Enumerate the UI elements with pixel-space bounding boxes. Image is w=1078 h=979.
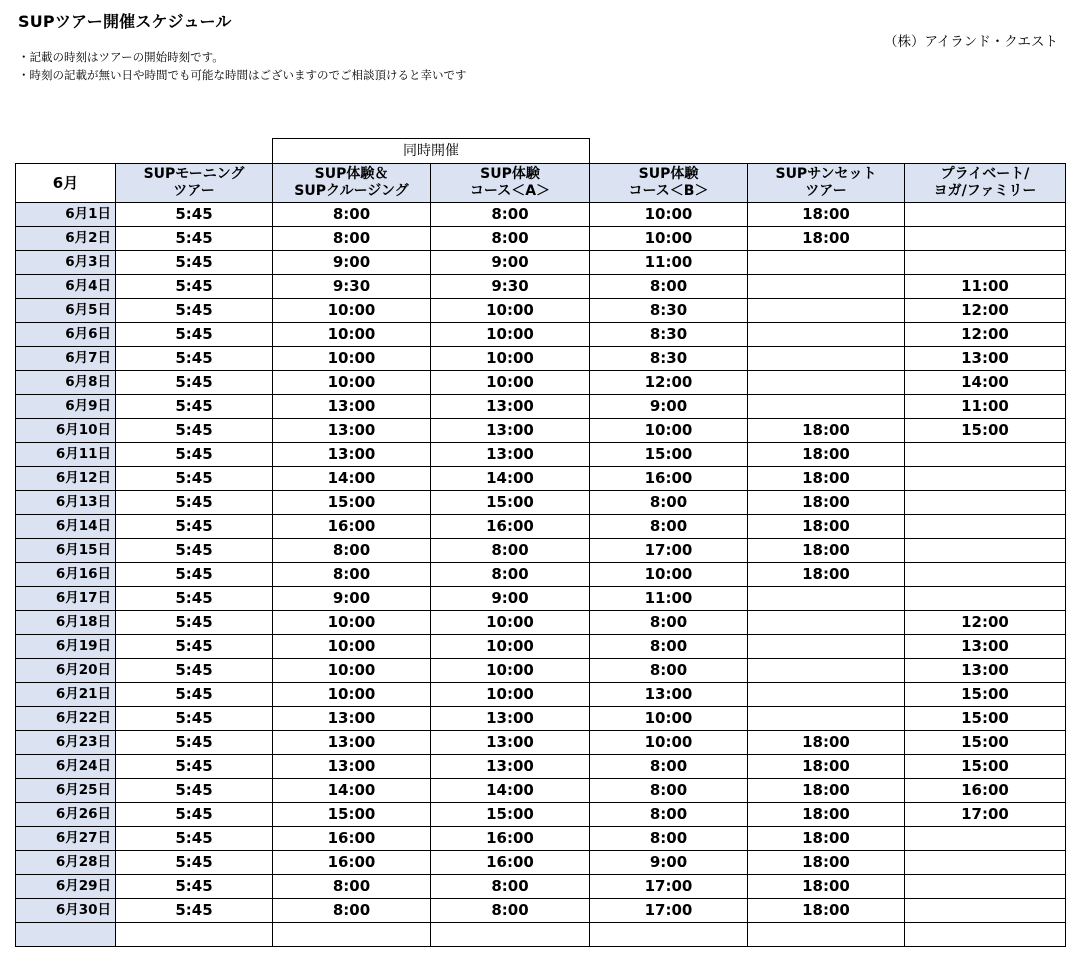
date-cell: 6月26日 <box>16 803 116 827</box>
simultaneous-group-label: 同時開催 <box>273 139 590 164</box>
time-cell-course-a: 16:00 <box>431 851 590 875</box>
table-row <box>16 539 1066 563</box>
time-cell-course-a: 13:00 <box>431 419 590 443</box>
time-cell-sunset: 18:00 <box>748 419 905 443</box>
time-cell-course-b: 11:00 <box>590 251 748 275</box>
time-cell-morning: 5:45 <box>116 683 273 707</box>
time-cell-course-a: 10:00 <box>431 371 590 395</box>
time-cell-private: 15:00 <box>905 683 1066 707</box>
time-cell-morning: 5:45 <box>116 251 273 275</box>
date-cell: 6月22日 <box>16 707 116 731</box>
time-cell-sunset <box>748 251 905 275</box>
time-cell-course-b: 8:00 <box>590 635 748 659</box>
col-header-line: ツアー <box>805 183 847 199</box>
time-cell-course-b: 10:00 <box>590 563 748 587</box>
time-cell-course-a: 16:00 <box>431 827 590 851</box>
time-cell-course-b: 9:00 <box>590 851 748 875</box>
empty-cell <box>116 923 273 947</box>
time-cell-course-a: 10:00 <box>431 683 590 707</box>
time-cell-course-a: 13:00 <box>431 731 590 755</box>
time-cell-course-a: 14:00 <box>431 467 590 491</box>
time-cell-sunset: 18:00 <box>748 851 905 875</box>
time-cell-private <box>905 827 1066 851</box>
table-row <box>16 323 1066 347</box>
time-cell-cruising: 8:00 <box>273 539 431 563</box>
time-cell-sunset <box>748 683 905 707</box>
empty-cell <box>431 923 590 947</box>
time-cell-cruising: 10:00 <box>273 299 431 323</box>
time-cell-cruising: 9:00 <box>273 587 431 611</box>
time-cell-course-a: 9:30 <box>431 275 590 299</box>
time-cell-morning: 5:45 <box>116 563 273 587</box>
time-cell-cruising: 13:00 <box>273 731 431 755</box>
time-cell-cruising: 15:00 <box>273 491 431 515</box>
time-cell-cruising: 10:00 <box>273 635 431 659</box>
time-cell-course-b: 10:00 <box>590 227 748 251</box>
time-cell-sunset: 18:00 <box>748 899 905 923</box>
time-cell-cruising: 13:00 <box>273 443 431 467</box>
time-cell-morning: 5:45 <box>116 827 273 851</box>
table-row <box>16 611 1066 635</box>
col-header-course-a <box>431 164 590 203</box>
time-cell-cruising: 15:00 <box>273 803 431 827</box>
time-cell-course-a: 10:00 <box>431 635 590 659</box>
time-cell-course-a: 8:00 <box>431 539 590 563</box>
col-header-line: SUP体験 <box>638 166 699 182</box>
time-cell-course-a: 10:00 <box>431 611 590 635</box>
time-cell-course-b: 15:00 <box>590 443 748 467</box>
table-row <box>16 371 1066 395</box>
time-cell-morning: 5:45 <box>116 611 273 635</box>
time-cell-morning: 5:45 <box>116 875 273 899</box>
time-cell-cruising: 14:00 <box>273 779 431 803</box>
time-cell-morning: 5:45 <box>116 371 273 395</box>
table-row <box>16 467 1066 491</box>
time-cell-course-b: 10:00 <box>590 419 748 443</box>
time-cell-course-b: 13:00 <box>590 683 748 707</box>
time-cell-course-b: 9:00 <box>590 395 748 419</box>
time-cell-sunset: 18:00 <box>748 779 905 803</box>
time-cell-sunset: 18:00 <box>748 539 905 563</box>
time-cell-private: 13:00 <box>905 659 1066 683</box>
time-cell-cruising: 13:00 <box>273 395 431 419</box>
date-cell: 6月4日 <box>16 275 116 299</box>
table-row <box>16 347 1066 371</box>
time-cell-course-b: 10:00 <box>590 731 748 755</box>
time-cell-private <box>905 587 1066 611</box>
date-cell: 6月10日 <box>16 419 116 443</box>
time-cell-private: 12:00 <box>905 323 1066 347</box>
time-cell-course-a: 9:00 <box>431 251 590 275</box>
col-header-morning <box>116 164 273 203</box>
date-cell: 6月28日 <box>16 851 116 875</box>
time-cell-course-a: 10:00 <box>431 299 590 323</box>
time-cell-cruising: 13:00 <box>273 419 431 443</box>
time-cell-morning: 5:45 <box>116 539 273 563</box>
table-row <box>16 443 1066 467</box>
table-row <box>16 731 1066 755</box>
time-cell-course-b: 8:30 <box>590 323 748 347</box>
time-cell-private <box>905 467 1066 491</box>
date-cell: 6月5日 <box>16 299 116 323</box>
date-cell: 6月29日 <box>16 875 116 899</box>
company-name: （株）アイランド・クエスト <box>883 34 1058 50</box>
time-cell-sunset <box>748 707 905 731</box>
date-cell: 6月8日 <box>16 371 116 395</box>
time-cell-course-a: 8:00 <box>431 227 590 251</box>
time-cell-sunset: 18:00 <box>748 731 905 755</box>
time-cell-course-a: 13:00 <box>431 443 590 467</box>
time-cell-course-a: 13:00 <box>431 707 590 731</box>
note-consultation: ・時刻の記載が無い日や時間でも可能な時間はございますのでご相談頂けると幸いです <box>18 68 467 82</box>
time-cell-sunset <box>748 371 905 395</box>
time-cell-sunset <box>748 347 905 371</box>
time-cell-course-a: 15:00 <box>431 803 590 827</box>
time-cell-sunset: 18:00 <box>748 563 905 587</box>
time-cell-cruising: 13:00 <box>273 707 431 731</box>
table-row <box>16 779 1066 803</box>
time-cell-cruising: 9:00 <box>273 251 431 275</box>
time-cell-private <box>905 875 1066 899</box>
time-cell-course-b: 8:00 <box>590 755 748 779</box>
col-header-line: プライベート/ <box>940 166 1030 182</box>
date-cell: 6月19日 <box>16 635 116 659</box>
time-cell-course-b: 8:30 <box>590 299 748 323</box>
time-cell-private <box>905 851 1066 875</box>
time-cell-morning: 5:45 <box>116 419 273 443</box>
empty-cell <box>16 923 116 947</box>
col-header-course-b <box>590 164 748 203</box>
time-cell-private <box>905 491 1066 515</box>
table-row <box>16 203 1066 227</box>
time-cell-private: 16:00 <box>905 779 1066 803</box>
time-cell-private: 13:00 <box>905 347 1066 371</box>
table-row <box>16 227 1066 251</box>
table-row <box>16 563 1066 587</box>
time-cell-morning: 5:45 <box>116 755 273 779</box>
time-cell-morning: 5:45 <box>116 851 273 875</box>
column-header-row <box>16 164 1066 203</box>
time-cell-course-b: 10:00 <box>590 707 748 731</box>
time-cell-private: 15:00 <box>905 731 1066 755</box>
time-cell-course-a: 13:00 <box>431 395 590 419</box>
time-cell-course-a: 10:00 <box>431 659 590 683</box>
time-cell-private <box>905 251 1066 275</box>
table-row <box>16 419 1066 443</box>
time-cell-private <box>905 227 1066 251</box>
time-cell-sunset: 18:00 <box>748 827 905 851</box>
time-cell-morning: 5:45 <box>116 659 273 683</box>
time-cell-course-a: 14:00 <box>431 779 590 803</box>
time-cell-cruising: 8:00 <box>273 227 431 251</box>
time-cell-course-b: 8:00 <box>590 515 748 539</box>
time-cell-course-a: 8:00 <box>431 875 590 899</box>
time-cell-course-b: 10:00 <box>590 203 748 227</box>
time-cell-course-a: 13:00 <box>431 755 590 779</box>
time-cell-sunset: 18:00 <box>748 515 905 539</box>
col-header-line: SUPサンセット <box>775 166 877 182</box>
table-row <box>16 803 1066 827</box>
time-cell-private <box>905 563 1066 587</box>
time-cell-morning: 5:45 <box>116 347 273 371</box>
time-cell-sunset <box>748 587 905 611</box>
time-cell-private: 14:00 <box>905 371 1066 395</box>
col-header-line: SUPモーニング <box>143 166 245 182</box>
time-cell-cruising: 8:00 <box>273 563 431 587</box>
time-cell-course-b: 8:00 <box>590 827 748 851</box>
col-header-cruising <box>273 164 431 203</box>
time-cell-morning: 5:45 <box>116 491 273 515</box>
time-cell-cruising: 10:00 <box>273 611 431 635</box>
time-cell-cruising: 8:00 <box>273 203 431 227</box>
table-row <box>16 851 1066 875</box>
time-cell-sunset <box>748 611 905 635</box>
time-cell-cruising: 16:00 <box>273 851 431 875</box>
time-cell-sunset <box>748 275 905 299</box>
time-cell-morning: 5:45 <box>116 803 273 827</box>
blank-cell <box>590 139 748 164</box>
time-cell-course-b: 17:00 <box>590 875 748 899</box>
table-row-empty <box>16 923 1066 947</box>
time-cell-sunset <box>748 395 905 419</box>
time-cell-private: 15:00 <box>905 755 1066 779</box>
time-cell-course-b: 11:00 <box>590 587 748 611</box>
month-header: 6月 <box>16 164 116 203</box>
date-cell: 6月3日 <box>16 251 116 275</box>
blank-cell <box>905 139 1066 164</box>
time-cell-morning: 5:45 <box>116 203 273 227</box>
date-cell: 6月6日 <box>16 323 116 347</box>
date-cell: 6月12日 <box>16 467 116 491</box>
time-cell-private: 17:00 <box>905 803 1066 827</box>
date-cell: 6月14日 <box>16 515 116 539</box>
col-header-line: ツアー <box>173 183 215 199</box>
time-cell-sunset: 18:00 <box>748 227 905 251</box>
table-row <box>16 755 1066 779</box>
time-cell-private: 11:00 <box>905 395 1066 419</box>
time-cell-morning: 5:45 <box>116 467 273 491</box>
time-cell-morning: 5:45 <box>116 227 273 251</box>
table-row <box>16 635 1066 659</box>
time-cell-private <box>905 515 1066 539</box>
time-cell-private: 15:00 <box>905 419 1066 443</box>
time-cell-sunset: 18:00 <box>748 467 905 491</box>
col-header-private <box>905 164 1066 203</box>
time-cell-cruising: 8:00 <box>273 875 431 899</box>
time-cell-private: 15:00 <box>905 707 1066 731</box>
date-cell: 6月20日 <box>16 659 116 683</box>
col-header-line: SUPクルージング <box>294 183 409 199</box>
time-cell-course-b: 8:00 <box>590 779 748 803</box>
time-cell-cruising: 13:00 <box>273 755 431 779</box>
date-cell: 6月27日 <box>16 827 116 851</box>
time-cell-morning: 5:45 <box>116 515 273 539</box>
table-row <box>16 875 1066 899</box>
time-cell-private <box>905 203 1066 227</box>
blank-cell <box>116 139 273 164</box>
table-row <box>16 299 1066 323</box>
time-cell-course-a: 8:00 <box>431 563 590 587</box>
time-cell-course-b: 8:00 <box>590 659 748 683</box>
date-cell: 6月17日 <box>16 587 116 611</box>
time-cell-sunset: 18:00 <box>748 203 905 227</box>
date-cell: 6月15日 <box>16 539 116 563</box>
date-cell: 6月11日 <box>16 443 116 467</box>
time-cell-private: 11:00 <box>905 275 1066 299</box>
time-cell-sunset <box>748 635 905 659</box>
page-title: SUPツアー開催スケジュール <box>18 12 232 31</box>
time-cell-course-a: 16:00 <box>431 515 590 539</box>
time-cell-sunset: 18:00 <box>748 875 905 899</box>
date-cell: 6月13日 <box>16 491 116 515</box>
table-row <box>16 707 1066 731</box>
time-cell-morning: 5:45 <box>116 707 273 731</box>
time-cell-cruising: 10:00 <box>273 323 431 347</box>
date-cell: 6月1日 <box>16 203 116 227</box>
time-cell-cruising: 10:00 <box>273 683 431 707</box>
table-row <box>16 395 1066 419</box>
time-cell-morning: 5:45 <box>116 299 273 323</box>
col-header-line: SUP体験 <box>480 166 540 182</box>
table-row <box>16 251 1066 275</box>
col-header-sunset <box>748 164 905 203</box>
date-cell: 6月24日 <box>16 755 116 779</box>
time-cell-cruising: 16:00 <box>273 515 431 539</box>
time-cell-private: 12:00 <box>905 611 1066 635</box>
date-cell: 6月18日 <box>16 611 116 635</box>
date-cell: 6月25日 <box>16 779 116 803</box>
time-cell-course-b: 16:00 <box>590 467 748 491</box>
time-cell-private <box>905 899 1066 923</box>
time-cell-cruising: 10:00 <box>273 371 431 395</box>
time-cell-course-a: 9:00 <box>431 587 590 611</box>
table-row <box>16 683 1066 707</box>
empty-cell <box>748 923 905 947</box>
table-row <box>16 587 1066 611</box>
time-cell-sunset <box>748 299 905 323</box>
blank-cell <box>16 139 116 164</box>
empty-cell <box>273 923 431 947</box>
time-cell-morning: 5:45 <box>116 587 273 611</box>
time-cell-course-a: 8:00 <box>431 203 590 227</box>
date-cell: 6月16日 <box>16 563 116 587</box>
time-cell-course-b: 8:00 <box>590 611 748 635</box>
table-row <box>16 275 1066 299</box>
time-cell-course-a: 10:00 <box>431 323 590 347</box>
time-cell-private: 13:00 <box>905 635 1066 659</box>
time-cell-morning: 5:45 <box>116 275 273 299</box>
time-cell-morning: 5:45 <box>116 395 273 419</box>
col-header-line: ヨガ/ファミリー <box>933 183 1037 199</box>
date-cell: 6月23日 <box>16 731 116 755</box>
time-cell-private <box>905 539 1066 563</box>
empty-cell <box>590 923 748 947</box>
date-cell: 6月30日 <box>16 899 116 923</box>
date-cell: 6月2日 <box>16 227 116 251</box>
time-cell-cruising: 10:00 <box>273 347 431 371</box>
schedule-table <box>15 138 1066 947</box>
date-cell: 6月7日 <box>16 347 116 371</box>
time-cell-course-b: 8:00 <box>590 803 748 827</box>
table-row <box>16 491 1066 515</box>
time-cell-sunset: 18:00 <box>748 755 905 779</box>
time-cell-course-a: 8:00 <box>431 899 590 923</box>
note-start-time: ・記載の時刻はツアーの開始時刻です。 <box>18 50 224 64</box>
col-header-line: コース＜B＞ <box>628 183 709 199</box>
time-cell-private <box>905 443 1066 467</box>
time-cell-course-a: 10:00 <box>431 347 590 371</box>
time-cell-cruising: 10:00 <box>273 659 431 683</box>
time-cell-sunset: 18:00 <box>748 491 905 515</box>
col-header-line: コース＜A＞ <box>469 183 551 199</box>
time-cell-course-b: 12:00 <box>590 371 748 395</box>
table-row <box>16 827 1066 851</box>
time-cell-sunset <box>748 659 905 683</box>
time-cell-sunset <box>748 323 905 347</box>
time-cell-morning: 5:45 <box>116 323 273 347</box>
date-cell: 6月21日 <box>16 683 116 707</box>
time-cell-course-b: 17:00 <box>590 539 748 563</box>
date-cell: 6月9日 <box>16 395 116 419</box>
time-cell-course-b: 8:00 <box>590 491 748 515</box>
blank-cell <box>748 139 905 164</box>
table-row <box>16 659 1066 683</box>
time-cell-cruising: 8:00 <box>273 899 431 923</box>
time-cell-course-b: 17:00 <box>590 899 748 923</box>
time-cell-morning: 5:45 <box>116 899 273 923</box>
time-cell-sunset: 18:00 <box>748 803 905 827</box>
table-row <box>16 899 1066 923</box>
time-cell-course-b: 8:00 <box>590 275 748 299</box>
time-cell-course-b: 8:30 <box>590 347 748 371</box>
time-cell-private: 12:00 <box>905 299 1066 323</box>
time-cell-course-a: 15:00 <box>431 491 590 515</box>
time-cell-cruising: 9:30 <box>273 275 431 299</box>
time-cell-morning: 5:45 <box>116 779 273 803</box>
table-row <box>16 515 1066 539</box>
empty-cell <box>905 923 1066 947</box>
col-header-line: SUP体験＆ <box>314 166 389 182</box>
time-cell-morning: 5:45 <box>116 443 273 467</box>
group-header-row <box>16 139 1066 164</box>
time-cell-cruising: 14:00 <box>273 467 431 491</box>
time-cell-morning: 5:45 <box>116 635 273 659</box>
time-cell-cruising: 16:00 <box>273 827 431 851</box>
time-cell-morning: 5:45 <box>116 731 273 755</box>
time-cell-sunset: 18:00 <box>748 443 905 467</box>
